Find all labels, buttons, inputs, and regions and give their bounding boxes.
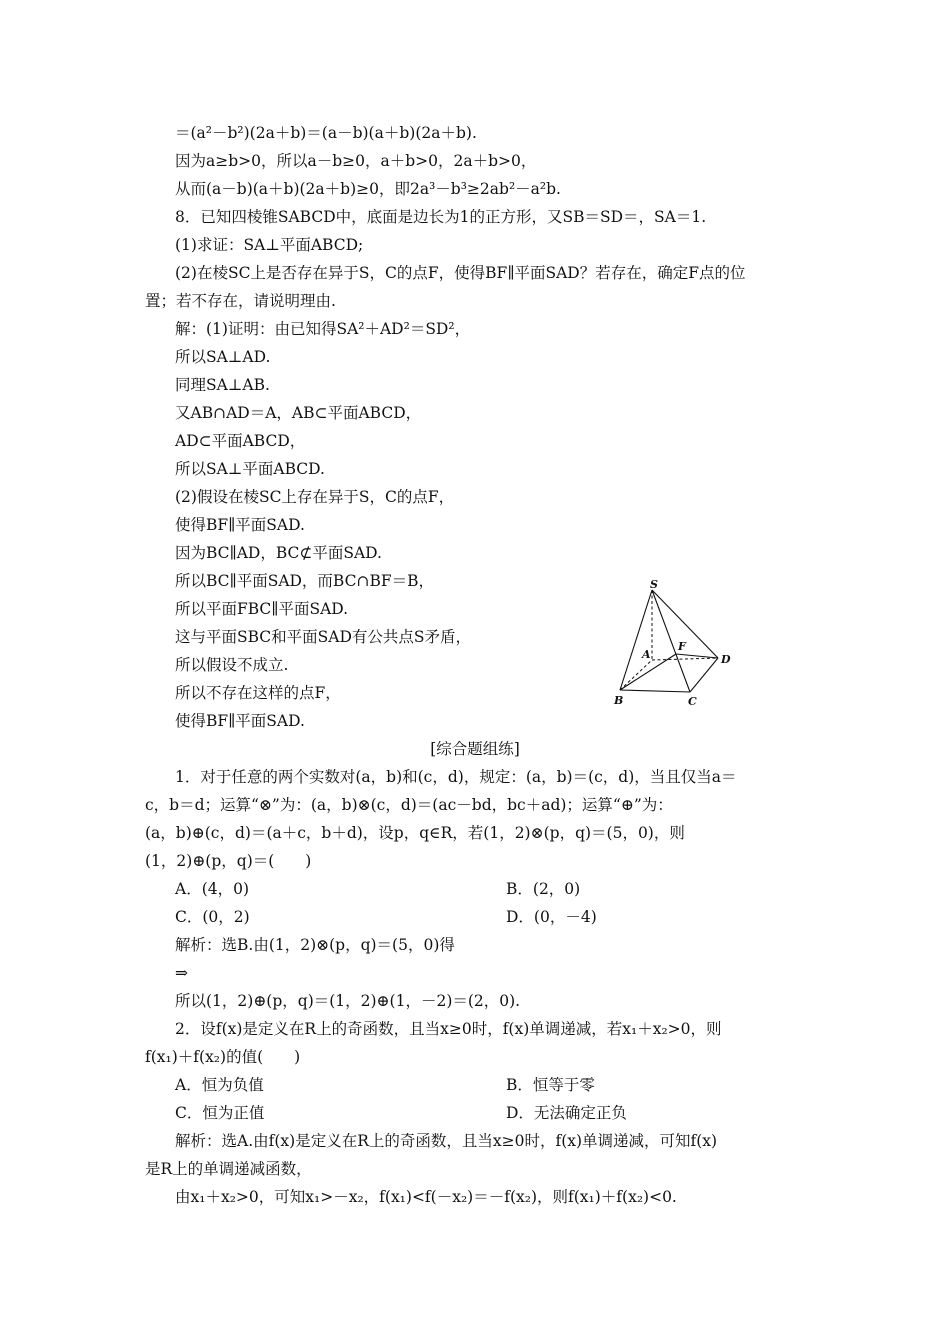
edge-CD	[690, 658, 718, 692]
q1-solution: 解析：选B.由(1，2)⊗(p，q)＝(5，0)得	[175, 936, 455, 954]
edge-SB	[620, 590, 652, 690]
solution-line: 所以SA⊥AD.	[175, 348, 271, 366]
q2-solution: 由x₁＋x₂>0，可知x₁>－x₂，f(x₁)<f(－x₂)＝－f(x₂)，则f(x₁)＋f(x₂)<0.	[175, 1188, 677, 1206]
problem-8-part2-cont: 置；若不存在，请说明理由.	[145, 292, 336, 310]
q1-option-d: D．(0，－4)	[506, 908, 597, 926]
q1-solution: 所以(1，2)⊕(p，q)＝(1，2)⊕(1，－2)＝(2，0).	[175, 992, 521, 1010]
section-title: [综合题组练]	[430, 740, 520, 758]
edge-AD-hidden	[652, 658, 718, 660]
solution-line: 所以假设不成立.	[175, 656, 289, 674]
solution-line: 所以平面FBC∥平面SAD.	[175, 600, 349, 618]
q1-solution: ⇒	[175, 964, 188, 982]
q1-text: 1．对于任意的两个实数对(a，b)和(c，d)，规定：(a，b)＝(c，d)，当且仅当a＝	[175, 768, 737, 786]
problem-8-statement: 8．已知四棱锥SABCD中，底面是边长为1的正方形，又SB＝SD＝，SA＝1.	[175, 208, 707, 226]
edge-BC	[620, 690, 690, 692]
label-D: D	[721, 653, 731, 666]
label-S: S	[650, 578, 658, 591]
solution-line: 又AB∩AD＝A，AB⊂平面ABCD，	[175, 404, 422, 422]
q2-solution: 是R上的单调递减函数，	[145, 1160, 312, 1178]
q2-option-a: A．恒为负值	[175, 1076, 264, 1094]
label-A: A	[642, 648, 651, 661]
solution-line: 因为BC∥AD，BC⊄平面SAD.	[175, 544, 382, 562]
pyramid-figure	[608, 578, 744, 710]
problem-8-part2: (2)在棱SC上是否存在异于S，C的点F，使得BF∥平面SAD？若存在，确定F点的位	[175, 264, 746, 282]
solution-line: 同理SA⊥AB.	[175, 376, 270, 394]
q1-text: (1，2)⊕(p，q)＝( )	[145, 852, 312, 870]
solution-line: 使得BF∥平面SAD.	[175, 516, 305, 534]
solution-line: 解：(1)证明：由已知得SA²＋AD²＝SD²，	[175, 320, 471, 338]
text-line: ＝(a²－b²)(2a＋b)＝(a－b)(a＋b)(2a＋b).	[175, 124, 477, 142]
label-F: F	[678, 640, 686, 653]
q2-option-c: C．恒为正值	[175, 1104, 265, 1122]
label-C: C	[688, 695, 697, 708]
solution-line: 所以SA⊥平面ABCD.	[175, 460, 325, 478]
q1-text: (a，b)⊕(c，d)＝(a＋c，b＋d)，设p，q∈R，若(1，2)⊗(p，q)＝(5，0)，则	[145, 824, 685, 842]
solution-line: AD⊂平面ABCD，	[175, 432, 306, 450]
solution-line: 所以BC∥平面SAD，而BC∩BF＝B，	[175, 572, 434, 590]
q1-option-b: B．(2，0)	[506, 880, 581, 898]
solution-line: 使得BF∥平面SAD.	[175, 712, 305, 730]
solution-line: 这与平面SBC和平面SAD有公共点S矛盾，	[175, 628, 472, 646]
q2-option-b: B．恒等于零	[506, 1076, 595, 1094]
q2-solution: 解析：选A.由f(x)是定义在R上的奇函数，且当x≥0时，f(x)单调递减，可知f(x)	[175, 1132, 718, 1150]
q1-option-c: C．(0，2)	[175, 908, 250, 926]
q2-text: 2．设f(x)是定义在R上的奇函数，且当x≥0时，f(x)单调递减，若x₁＋x₂>0，则	[175, 1020, 722, 1038]
solution-line: (2)假设在棱SC上存在异于S，C的点F，	[175, 488, 455, 506]
text-line: 因为a≥b>0，所以a－b≥0，a＋b>0，2a＋b>0，	[175, 152, 537, 170]
q2-text: f(x₁)＋f(x₂)的值( )	[145, 1048, 301, 1066]
q1-text: c，b＝d；运算“⊗”为：(a，b)⊗(c，d)＝(ac－bd，bc＋ad)；运算“⊕”为：	[145, 796, 673, 814]
q2-option-d: D．无法确定正负	[506, 1104, 627, 1122]
solution-line: 所以不存在这样的点F，	[175, 684, 341, 702]
edge-FD	[676, 654, 718, 658]
problem-8-part1: (1)求证：SA⊥平面ABCD;	[175, 236, 364, 254]
q1-option-a: A．(4，0)	[175, 880, 250, 898]
text-line: 从而(a－b)(a＋b)(2a＋b)≥0，即2a³－b³≥2ab²－a²b.	[175, 180, 561, 198]
label-B: B	[614, 694, 624, 707]
